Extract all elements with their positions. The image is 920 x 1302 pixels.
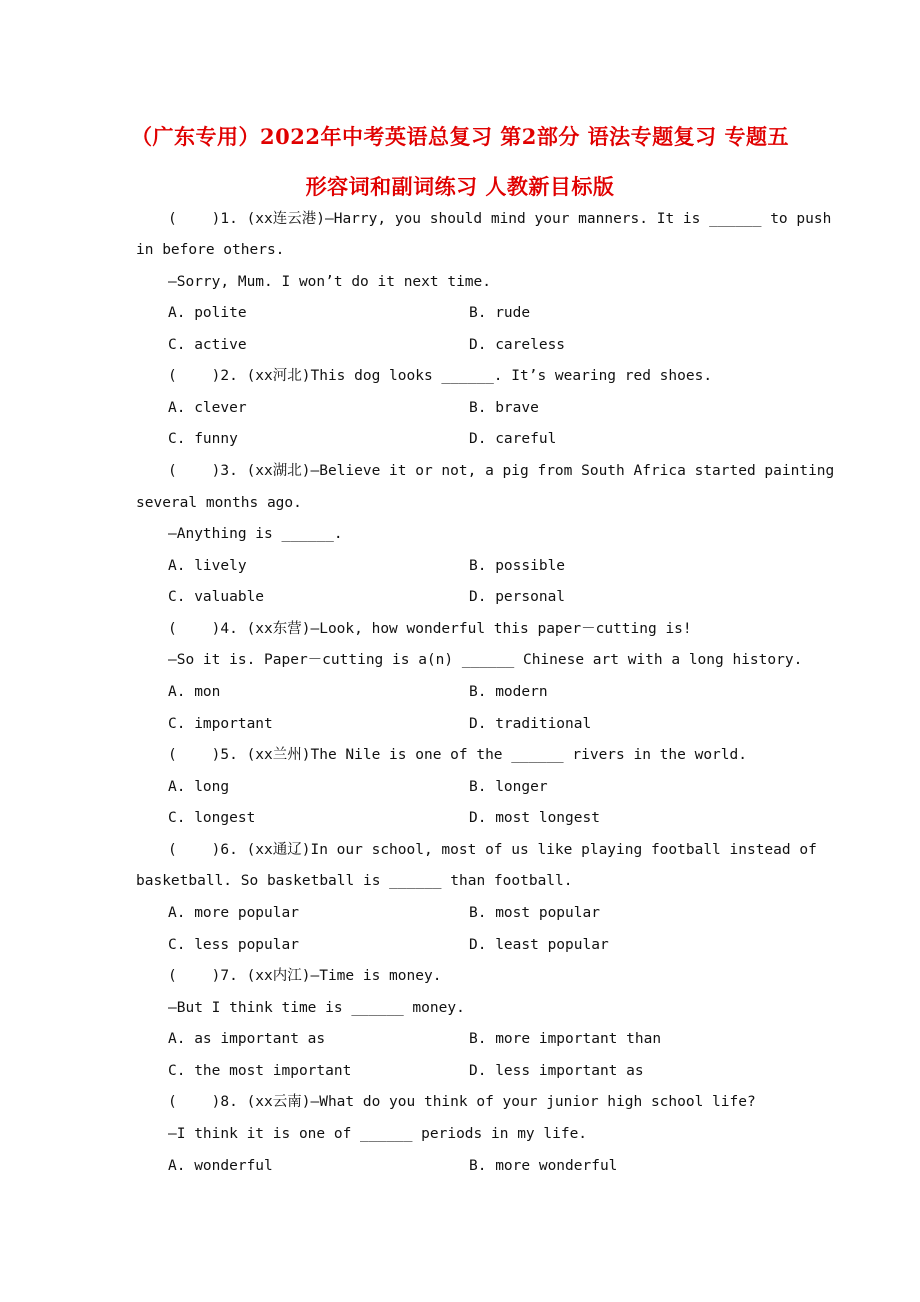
question-5-option-b: B. longer — [469, 779, 548, 795]
question-1-option-d: D. careless — [469, 337, 566, 353]
question-4-option-c: C. important — [168, 716, 273, 732]
question-7-option-c: C. the most important — [168, 1063, 352, 1079]
question-3-option-b: B. possible — [469, 558, 566, 574]
question-5-option-c: C. longest — [168, 810, 256, 826]
question-4-stem: ( )4. (xx东营)—Look, how wonderful this paper－cutting is! — [168, 621, 692, 637]
question-2-option-b: B. brave — [469, 400, 539, 416]
question-5-option-a: A. long — [168, 779, 230, 795]
question-3-option-a: A. lively — [168, 558, 247, 574]
question-8-option-a: A. wonderful — [168, 1158, 273, 1174]
question-7-option-b: B. more important than — [469, 1031, 662, 1047]
document-title-line-2: 形容词和副词练习 人教新目标版 — [305, 174, 615, 199]
question-1-stem: ( )1. (xx连云港)—Harry, you should mind your manners. It is ______ to push — [168, 211, 832, 227]
question-6-option-c: C. less popular — [168, 937, 299, 953]
question-4-option-b: B. modern — [469, 684, 548, 700]
question-1-option-b: B. rude — [469, 305, 531, 321]
question-6-option-a: A. more popular — [168, 905, 299, 921]
question-6-option-b: B. most popular — [469, 905, 600, 921]
question-6-stem-continued: basketball. So basketball is ______ than football. — [136, 873, 573, 889]
question-1-option-c: C. active — [168, 337, 247, 353]
question-5-stem: ( )5. (xx兰州)The Nile is one of the ______ rivers in the world. — [168, 747, 747, 763]
question-2-option-d: D. careful — [469, 431, 557, 447]
question-7-option-a: A. as important as — [168, 1031, 326, 1047]
question-3-stem: ( )3. (xx湖北)—Believe it or not, a pig from South Africa started painting — [168, 463, 835, 479]
question-2-option-a: A. clever — [168, 400, 247, 416]
question-6-stem: ( )6. (xx通辽)In our school, most of us like playing football instead of — [168, 842, 817, 858]
question-7-stem: ( )7. (xx内江)—Time is money. — [168, 968, 442, 984]
question-1-option-a: A. polite — [168, 305, 247, 321]
question-8-stem: ( )8. (xx云南)—What do you think of your junior high school life? — [168, 1094, 756, 1110]
question-2-stem: ( )2. (xx河北)This dog looks ______. It’s wearing red shoes. — [168, 368, 713, 384]
document-title-line-1: （广东专用）2022年中考英语总复习 第2部分 语法专题复习 专题五 — [131, 124, 789, 149]
question-4-option-d: D. traditional — [469, 716, 592, 732]
question-2-option-c: C. funny — [168, 431, 238, 447]
question-1-stem-continued: in before others. — [136, 242, 285, 258]
question-3-option-c: C. valuable — [168, 589, 265, 605]
question-7-reply: —But I think time is ______ money. — [168, 1000, 465, 1016]
question-4-reply: —So it is. Paper－cutting is a(n) ______ Chinese art with a long history. — [168, 652, 803, 668]
question-6-option-d: D. least popular — [469, 937, 609, 953]
question-7-option-d: D. less important as — [469, 1063, 644, 1079]
question-3-reply: —Anything is ______. — [168, 526, 343, 542]
question-8-option-b: B. more wonderful — [469, 1158, 618, 1174]
question-3-stem-continued: several months ago. — [136, 495, 302, 511]
question-5-option-d: D. most longest — [469, 810, 600, 826]
question-4-option-a: A. mon — [168, 684, 221, 700]
question-8-reply: —I think it is one of ______ periods in my life. — [168, 1126, 588, 1142]
question-1-reply: —Sorry, Mum. I won’t do it next time. — [168, 274, 492, 290]
question-3-option-d: D. personal — [469, 589, 566, 605]
